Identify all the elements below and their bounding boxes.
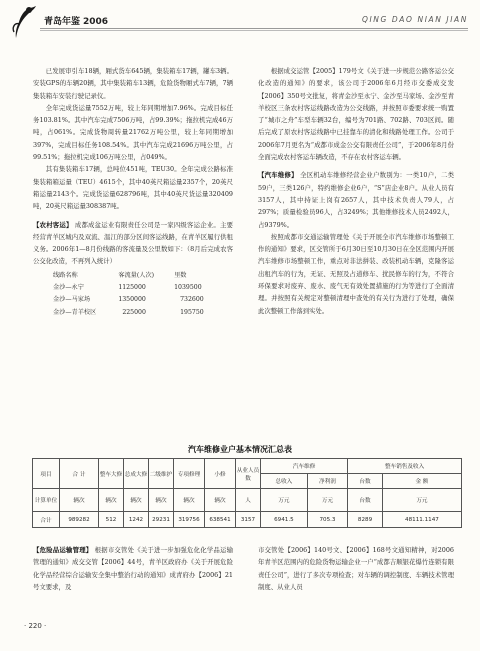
- table-header-row: [33, 459, 462, 474]
- table-header: 客流量(人次): [118, 271, 155, 279]
- table-header: 二级维护: [149, 459, 174, 489]
- table-header: 总收入: [261, 474, 308, 489]
- table-row: 金沙—马家场 1350000 732600: [53, 296, 204, 304]
- table-header: 项目: [33, 459, 60, 489]
- route-table: [53, 270, 210, 319]
- page-header: [0, 0, 480, 44]
- right-column: [258, 65, 454, 317]
- table-row-units: 计算单位 辆次 辆次 辆次 辆次 辆次 辆次 人 万元 万元 台数 万元: [33, 489, 462, 512]
- paragraph: 全年完成货运量7552万吨，较上年同期增加7.96%。完成目标任务103.81%。其中汽车完成7506万吨，占99.39%；拖拉机完成46万吨，占061%。完成货物周转量21762万吨公里，较上年同期增加397%，完成目标任务108.54%。其中汽车完成21696万吨公里，占99.51%；拖拉机完成106万吨公里，占049%。: [33, 103, 233, 162]
- yearbook-title: 青岛年鉴 2006: [44, 17, 109, 27]
- table-header: 净利润: [307, 474, 347, 489]
- table-header: 专项修理: [174, 459, 205, 489]
- table-row-totals: 合计 989282 512 1242 29231 319756 638541 3157 6941.5 705.3 8289 48111.1147: [33, 512, 462, 528]
- left-column: [33, 65, 233, 319]
- table-row: 金沙—永宁 1125000 1039500: [53, 284, 202, 292]
- table-header: 从业人员数: [236, 459, 261, 489]
- table-header: 金 额: [382, 474, 461, 489]
- table-header: 线路名称: [53, 271, 78, 279]
- table-header: 总成大修: [124, 459, 149, 489]
- section-tag: 【汽车维修】: [258, 171, 298, 180]
- yearbook-title-english: QING DAO NIAN JIAN: [361, 15, 468, 24]
- section-tag: 【危险品运输管理】: [33, 546, 93, 554]
- bottom-left-column: [33, 544, 233, 593]
- paragraph-vehicle-repair: 【汽车维修】 全区机动车维修经营企业户数别为：一类10户，二类59户，三类126户，特约维修企业6户，“S”店企业8户。从业人员有3157人，其中持证上岗有2657人，其中技术负责人79人，占297%；质量检验员96人，占3249%；其他维修技术人员2492人，占9379%。: [258, 171, 455, 229]
- paragraph: 根据成交运管【2005】179号文《关于进一步规范公路客运公交化改造的通知》的要求，该公司于2006年6月经市交委成交发【2006】350号文批复，将青金沙至永宁、金沙至马家场、金沙至青羊校区三条农村客运线路改造为公交线路，并按照市委要求统一购置了“城市之舟”车型车辆32台，编号为701路、702路、703区间。随后完成了原农村客运线路中已挂靠车的清化和线路处理工作。公司于2006年7月更名为“成都市成金公交有限责任公司”，于2006年8月份全面完成农村客运车辆改造，不存在农村客运车辆。: [258, 67, 454, 162]
- table-header: 里数: [174, 271, 187, 279]
- paragraph: 市交管处【2006】140号文、【2006】168号文通知精神，对2006年青羊区范围内的危险货物运输企业一户“成都吉顺银花爆竹连锁有限责任公司”，进行了多次专项检查；对车辆的调控制度、车辆技术管理制度、从业人员: [258, 546, 454, 591]
- table-row: 金沙—青羊校区 225000 195750: [53, 308, 204, 316]
- paragraph-rural-transport: 【农村客运】 成都成盆运业有限责任公司是一家四级客运企业。主要经营青羊区城内及双流、温江的部分区间客运线路，在青羊区履行供租义务。2006年1—8月份线路的客流量及公里数如下：（8月后完成农客公交化改造，不再列入统计）: [33, 220, 233, 266]
- header-divider-thin: [40, 30, 468, 31]
- paragraph: 其有集装箱车17辆，总吨位451吨，TEU30。全年完成公路标准集装箱箱运量（TEU）4615个，其中40英尺箱运量2357个，20英尺箱运量2143个。完成货运量628796吨，其中40英尺货运量320409吨，20英尺箱运量308387吨。: [33, 165, 233, 211]
- flying-figure-logo-icon: [10, 2, 40, 42]
- table-header: 台数: [348, 474, 383, 489]
- table-title: 汽车维修业户基本情况汇总表: [188, 445, 292, 454]
- paragraph-hazmat: 【危险品运输管理】 根据市交管处《关于进一步加强危化化学品运输管理的通知》成交交管【2006】44号，青羊区政府办《关于开展危险化学品经营综合运输安全集中整治行动的通知》成青府办【2006】21号文要求，及: [33, 546, 233, 591]
- header-divider: [40, 28, 468, 29]
- table-header: 小修: [205, 459, 236, 489]
- table-header: 合 计: [60, 459, 99, 489]
- table-header-row: [53, 270, 210, 282]
- bottom-right-column: [258, 544, 454, 593]
- table-header: 整车销售及收入: [348, 459, 462, 474]
- paragraph: 按照成都市交通运输管理处《关于开展全市汽车维修市场整顿工作的通知》要求，区交管所于6月30日至10月30日在全区范围内开展汽车维修市场整顿工作，重点对非法拼装、改装机动车辆，克隆客运出租汽车的行为，无证、无照及占道修车、扰民修车的行为，不符合环保要求对废弃、废水、废气无有效处置措施的行为等进行了全面清理。并按照有关规定对整顿清理中查处的有关行为进行了处理，确保此次整顿工作落到实处。: [258, 232, 454, 315]
- section-tag: 【农村客运】: [33, 220, 73, 229]
- table-header: 汽车维修: [261, 459, 348, 474]
- paragraph: 已发展审引车18辆，厢式货车645辆，集装箱车17辆，罐车3辆。安装GPS的车辆20辆，其中集装箱车13辆，危险货物厢式车7辆，7辆集装箱车安装行驶记录仪。: [33, 67, 233, 100]
- repair-stats-table: [32, 458, 462, 528]
- page-number: · 220 ·: [24, 622, 47, 630]
- table-header: 整车大修: [99, 459, 124, 489]
